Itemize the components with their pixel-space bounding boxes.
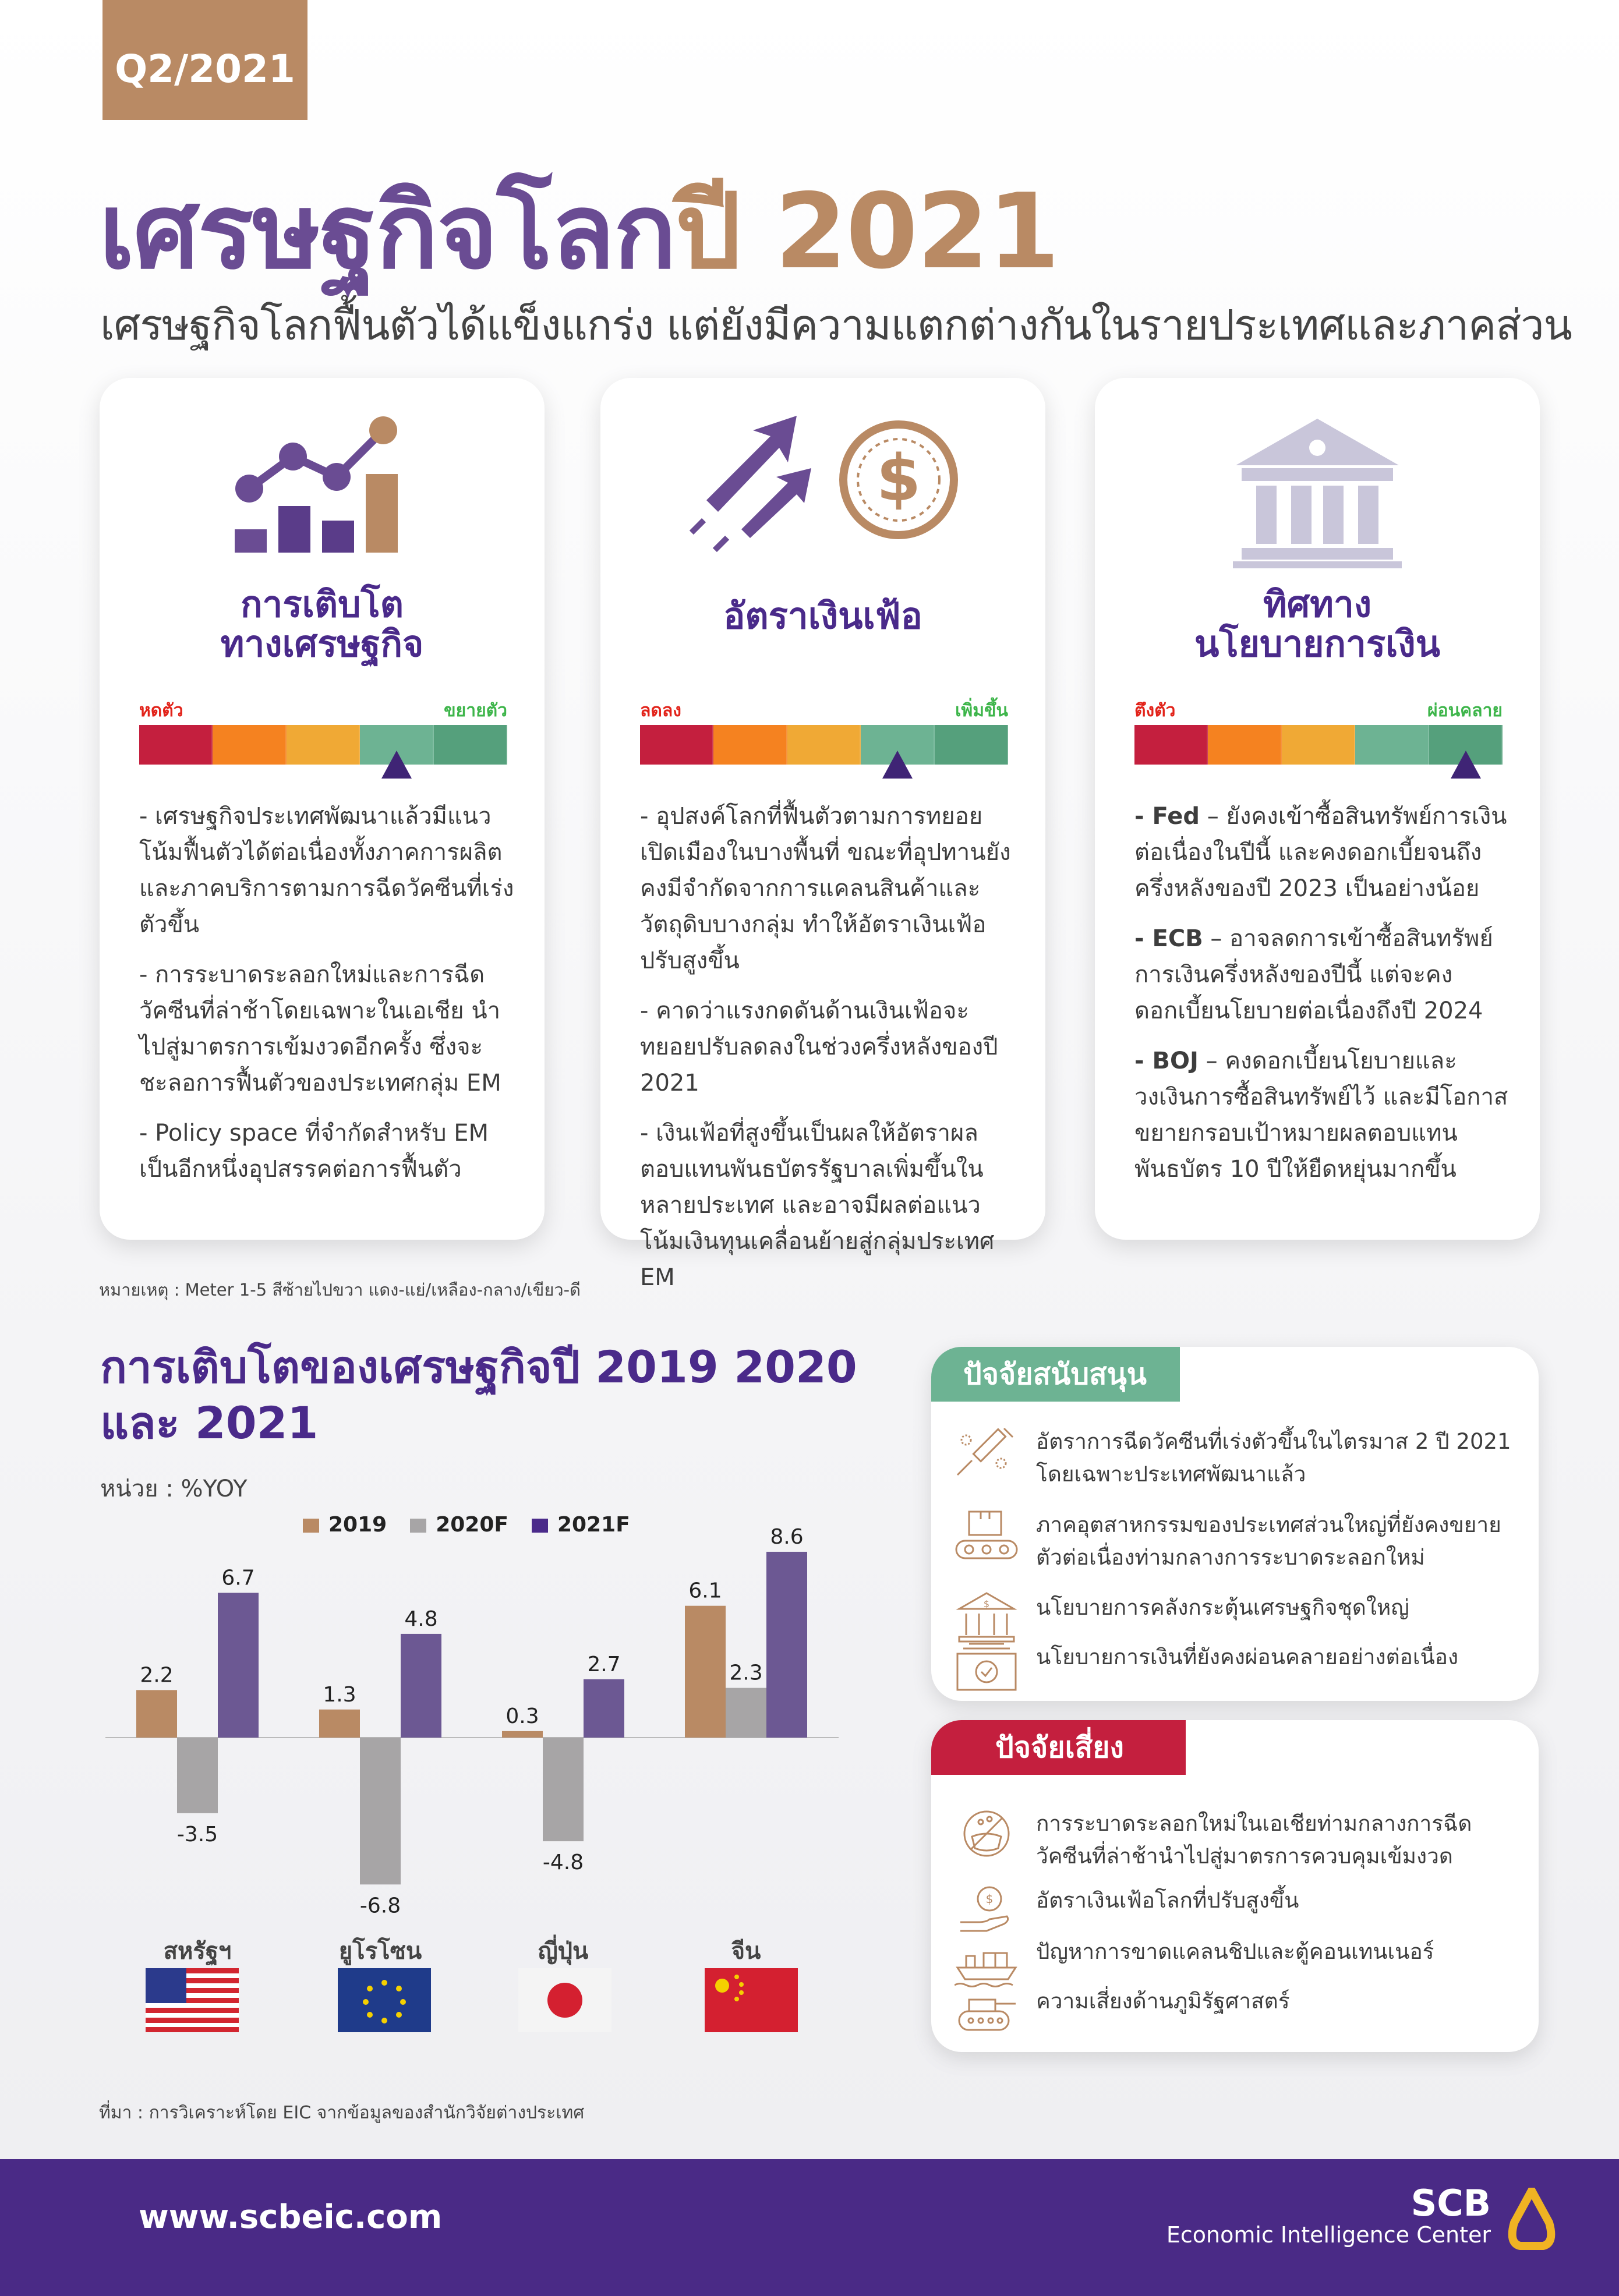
source-note: ที่มา : การวิเคราะห์โดย EIC จากข้อมูลของสำนักวิจัยต่างประเทศ	[99, 2103, 585, 2123]
bullet: - เงินเฟ้อที่สูงขึ้นเป็นผลให้อัตราผลตอบแทนพันธบัตรรัฐบาลเพิ่มขึ้นในหลายประเทศ และอาจมีผลต่อแนวโน้มเงินทุนเคลื่อนย้ายสู่กลุ่มประเทศ EM	[640, 1120, 995, 1291]
risk-item	[955, 1985, 1521, 2037]
bar-2020F-3	[726, 1688, 766, 1738]
meter-bar	[640, 725, 1008, 765]
bar-value-label: 4.8	[404, 1607, 438, 1631]
bar-value-label: 2.7	[587, 1652, 621, 1676]
country-label-us: สหรัฐฯ	[163, 1938, 232, 1965]
bar-value-label: 2.3	[729, 1661, 763, 1685]
page-title	[99, 148, 1059, 313]
treasury-bank-icon	[955, 1591, 1019, 1644]
meter-bar	[139, 725, 507, 765]
bullet-boj: - BOJ – คงดอกเบี้ยนโยบายและวงเงินการซื้อสินทรัพย์ไว้ และมีโอกาสขยายกรอบเป้าหมายผลตอบแทนพันธบัตร 10 ปีให้ยืดหยุ่นมากขึ้น	[1134, 1048, 1508, 1183]
bar-2020F-0	[177, 1738, 218, 1813]
meter-segment-1	[139, 725, 213, 765]
bank-name: Fed	[1152, 803, 1200, 830]
card-title	[100, 585, 545, 664]
quarter-badge: Q2/2021	[102, 0, 307, 120]
bar-2021F-0	[218, 1593, 259, 1738]
bullet: - เศรษฐกิจประเทศพัฒนาแล้วมีแนวโน้มฟื้นตัวได้ต่อเนื่องทั้งภาคการผลิตและภาคบริการตามการฉีดวัคซีนที่เร่งตัวขึ้น	[139, 803, 514, 938]
support-factors-panel	[931, 1347, 1539, 1701]
risk-item	[955, 1936, 1521, 1988]
meter-pointer	[882, 751, 913, 779]
support-item-text: ภาคอุตสาหกรรมของประเทศส่วนใหญ่ที่ยังคงขยายตัวต่อเนื่องท่ามกลางการระบาดระลอกใหม่	[1036, 1512, 1501, 1570]
country-label-china: จีน	[731, 1938, 761, 1965]
risk-header: ปัจจัยเสี่ยง	[931, 1720, 1186, 1775]
country-label-eurozone: ยูโรโซน	[338, 1938, 422, 1965]
meter-pointer	[381, 751, 412, 779]
card-title-line2: ทางเศรษฐกิจ	[220, 622, 424, 665]
meter-note: หมายเหตุ : Meter 1-5 สีซ้ายไปขวา แดง-แย่/เหลือง-กลาง/เขียว-ดี	[99, 1280, 581, 1300]
meter-segment-3	[787, 725, 861, 765]
bullet-text: – คงดอกเบี้ยนโยบายและวงเงินการซื้อสินทรัพย์ไว้ และมีโอกาสขยายกรอบเป้าหมายผลตอบแทนพันธบัตร 10 ปีให้ยืดหยุ่นมากขึ้น	[1134, 1048, 1508, 1183]
meter-left-label: ตึงตัว	[1134, 701, 1176, 721]
logo-sub: Economic Intelligence Center	[1166, 2222, 1491, 2248]
meter-right-label: เพิ่มขึ้น	[955, 701, 1008, 721]
meter-bar	[1134, 725, 1503, 765]
card-title	[1095, 585, 1540, 664]
bar-value-label: 1.3	[323, 1682, 356, 1707]
legend-item-2021f: 2021F	[532, 1513, 630, 1537]
vaccine-syringe-icon	[955, 1425, 1019, 1478]
svg-text:$: $	[983, 1598, 990, 1609]
bullet: - คาดว่าแรงกดดันด้านเงินเฟ้อจะทยอยปรับลดลงในช่วงครึ่งหลังของปี 2021	[640, 997, 998, 1096]
card-title: อัตราเงินเฟ้อ	[723, 595, 922, 637]
bar-2019-0	[136, 1690, 177, 1738]
money-check-icon	[955, 1641, 1019, 1693]
card-inflation	[600, 378, 1045, 1291]
risk-item-text: การระบาดระลอกใหม่ในเอเชียท่ามกลางการฉีดวัคซีนที่ล่าช้านำไปสู่มาตรการควบคุมเข้มงวด	[1036, 1811, 1472, 1869]
bar-2021F-1	[401, 1634, 441, 1738]
support-item	[955, 1641, 1521, 1693]
bar-2019-2	[502, 1731, 543, 1738]
cargo-ship-icon	[955, 1936, 1019, 1988]
bullet-text: – ยังคงเข้าซื้อสินทรัพย์การเงินต่อเนื่องในปีนี้ และคงดอกเบี้ยจนถึงครึ่งหลังของปี 2023 เป็นอย่างน้อย	[1134, 803, 1507, 902]
risk-item-text: อัตราเงินเฟ้อโลกที่ปรับสูงขึ้น	[1036, 1888, 1299, 1913]
website-link[interactable]: www.scbeic.com	[139, 2198, 443, 2236]
chart-unit: หน่วย : %YOY	[100, 1476, 248, 1502]
svg-text:$: $	[876, 441, 921, 515]
bar-2021F-3	[766, 1552, 807, 1738]
page-subtitle: เศรษฐกิจโลกฟื้นตัวได้แข็งแกร่ง แต่ยังมีความแตกต่างกันในรายประเทศและภาคส่วน	[100, 300, 1572, 349]
us-flag-icon	[146, 1968, 239, 2032]
bar-value-label: 0.3	[506, 1704, 539, 1728]
meter-segment-1	[640, 725, 713, 765]
meter-segment-1	[1134, 725, 1208, 765]
bank-building-icon	[1095, 413, 1540, 576]
bank-name: BOJ	[1152, 1048, 1199, 1074]
meter-pointer	[1451, 751, 1481, 779]
card-title-line1: ทิศทาง	[1263, 583, 1372, 625]
bank-name: ECB	[1152, 925, 1203, 952]
bullet-list	[1134, 798, 1511, 1201]
bar-chart	[93, 1502, 850, 1933]
scb-eic-logo	[1166, 2182, 1561, 2248]
meter-segment-3	[1282, 725, 1355, 765]
title-main: เศรษฐกิจโลก	[99, 171, 676, 292]
meter-right-label: ผ่อนคลาย	[1427, 701, 1503, 721]
risk-item-text: ปัญหาการขาดแคลนชิปและตู้คอนเทนเนอร์	[1036, 1939, 1434, 1964]
card-monetary-policy	[1095, 378, 1540, 1240]
legend-item-2019: 2019	[303, 1513, 387, 1537]
bar-2020F-2	[543, 1738, 584, 1841]
logo-main: SCB	[1411, 2182, 1491, 2224]
bullet-fed: - Fed – ยังคงเข้าซื้อสินทรัพย์การเงินต่อเนื่องในปีนี้ และคงดอกเบี้ยจนถึงครึ่งหลังของปี 2023 เป็นอย่างน้อย	[1134, 803, 1507, 902]
bullet: - Policy space ที่จำกัดสำหรับ EM เป็นอีกหนึ่งอุปสรรคต่อการฟื้นตัว	[139, 1120, 489, 1183]
support-item	[955, 1591, 1521, 1644]
bar-value-label: -6.8	[359, 1894, 401, 1918]
svg-text:$: $	[985, 1892, 994, 1906]
support-item-text: นโยบายการคลังกระตุ้นเศรษฐกิจชุดใหญ่	[1036, 1595, 1409, 1620]
legend-item-2020f: 2020F	[410, 1513, 508, 1537]
chart-title: การเติบโตของเศรษฐกิจปี 2019 2020 และ 2021	[100, 1341, 857, 1449]
meter-segment-3	[287, 725, 360, 765]
bar-value-label: 6.7	[221, 1566, 255, 1590]
risk-item	[955, 1807, 1521, 1873]
meter-right-label: ขยายตัว	[444, 701, 507, 721]
meter-left-label: ลดลง	[640, 701, 681, 721]
country-label-japan: ญี่ปุ่น	[538, 1938, 589, 1965]
conveyor-box-icon	[955, 1509, 1019, 1561]
virus-mask-icon	[955, 1807, 1019, 1860]
risk-item	[955, 1884, 1521, 1937]
support-item-text: อัตราการฉีดวัคซีนที่เร่งตัวขึ้นในไตรมาส 2 ปี 2021 โดยเฉพาะประเทศพัฒนาแล้ว	[1036, 1429, 1511, 1487]
card-title-line1: การเติบโต	[240, 583, 404, 625]
meter-segment-5	[935, 725, 1008, 765]
bullet: - อุปสงค์โลกที่ฟื้นตัวตามการทยอยเปิดเมืองในบางพื้นที่ ขณะที่อุปทานยังคงมีจำกัดจากการแคลนสินค้าและวัตถุดิบบางกลุ่ม ทำให้อัตราเงินเฟ้อปรับสูงขึ้น	[640, 803, 1011, 974]
risk-item-text: ความเสี่ยงด้านภูมิรัฐศาสตร์	[1036, 1989, 1290, 2014]
bullet: - การระบาดระลอกใหม่และการฉีดวัคซีนที่ล่าช้าโดยเฉพาะในเอเชีย นำไปสู่มาตรการเข้มงวดอีกครั้ง ซึ่งจะชะลอการฟื้นตัวของประเทศกลุ่ม EM	[139, 961, 501, 1096]
card-title-line2: นโยบายการเงิน	[1194, 622, 1440, 665]
meter-segment-5	[434, 725, 507, 765]
growth-chart-icon	[100, 413, 545, 576]
meter-segment-2	[713, 725, 787, 765]
hand-coin-icon	[955, 1884, 1019, 1937]
eu-flag-icon	[338, 1968, 431, 2032]
support-item	[955, 1509, 1521, 1574]
inflation-dollar-icon	[600, 413, 1045, 576]
meter-left-label: หดตัว	[139, 701, 183, 721]
bar-value-label: 8.6	[770, 1524, 804, 1549]
bar-value-label: -4.8	[542, 1851, 584, 1875]
bullet-text: – อาจลดการเข้าซื้อสินทรัพย์การเงินครึ่งหลังของปีนี้ แต่จะคงดอกเบี้ยนโยบายต่อเนื่องถึงปี 2024	[1134, 925, 1493, 1024]
japan-flag-icon	[518, 1968, 611, 2032]
meter-segment-2	[213, 725, 286, 765]
bar-value-label: 2.2	[140, 1663, 174, 1687]
card-economic-growth	[100, 378, 545, 1240]
bar-2021F-2	[584, 1679, 624, 1738]
support-header: ปัจจัยสนับสนุน	[931, 1347, 1180, 1402]
bullet-list	[139, 798, 515, 1201]
bullet-ecb: - ECB – อาจลดการเข้าซื้อสินทรัพย์การเงินครึ่งหลังของปีนี้ แต่จะคงดอกเบี้ยนโยบายต่อเนื่องถึงปี 2024	[1134, 925, 1493, 1024]
meter-segment-4	[1355, 725, 1429, 765]
bar-value-label: -3.5	[176, 1822, 218, 1846]
bar-2019-3	[685, 1606, 726, 1738]
bar-2020F-1	[360, 1738, 401, 1884]
support-item-text: นโยบายการเงินที่ยังคงผ่อนคลายอย่างต่อเนื่อง	[1036, 1644, 1459, 1669]
scb-shell-icon	[1503, 2188, 1561, 2252]
risk-factors-panel	[931, 1720, 1539, 2052]
title-year: ปี 2021	[675, 171, 1059, 292]
bar-value-label: 6.1	[688, 1579, 722, 1603]
bar-2019-1	[319, 1710, 360, 1738]
china-flag-icon	[705, 1968, 798, 2032]
tank-icon	[955, 1985, 1019, 2037]
support-item	[955, 1425, 1521, 1491]
bullet-list	[640, 798, 1016, 1310]
meter-segment-2	[1208, 725, 1281, 765]
